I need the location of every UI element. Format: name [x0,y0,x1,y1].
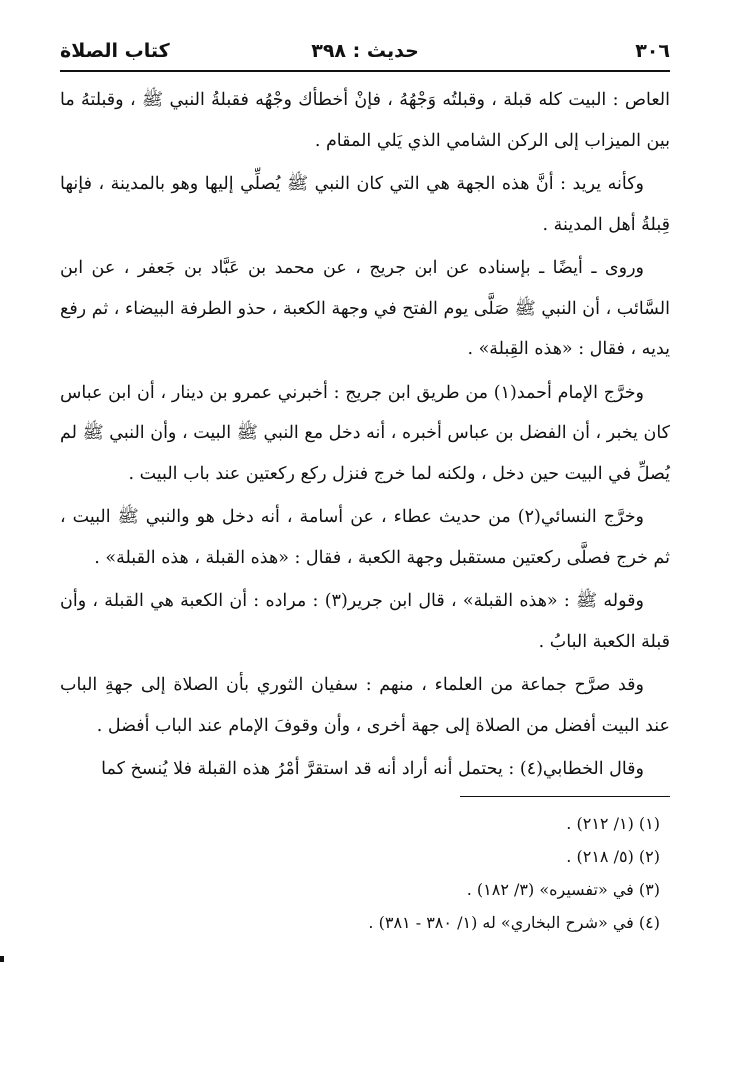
footnote: (١) (١/ ٢١٢) . [566,813,660,833]
main-text [60,80,670,790]
paragraph: العاص : البيت كله قبلة ، وقبلتُه وَجْهُهُ ، فإنْ أخطأك وجْهُه فقبلةُ النبي ﷺ ، وقبلتهُ ما بين الميزاب إلى الركن الشامي الذي يَلي المقام . [60,90,670,151]
book-page [60,36,670,1046]
scan-mark [0,956,4,962]
paragraph: وخرَّج النسائي(٢) من حديث عطاء ، عن أسامة ، أنه دخل هو والنبي ﷺ البيت ، ثم خرج فصلَّى ركعتين مستقبل وجهة الكعبة ، فقال : «هذه القبلة ، هذه القبلة» . [60,507,670,568]
page-header [60,36,670,72]
footnote-separator [460,796,670,797]
page-number: ٣٠٦ [635,40,670,62]
footnotes [60,807,670,939]
paragraph: وخرَّج الإمام أحمد(١) من طريق ابن جريج : أخبرني عمرو بن دينار ، أن ابن عباس كان يخبر ، أن الفضل بن عباس أخبره ، أنه دخل مع النبي ﷺ البيت ، وأن النبي ﷺ لم يُصلِّ في البيت حين دخل ، ولكنه لما خرج فنزل ركع ركعتين عند باب البيت . [60,382,670,484]
footnote: (٤) في «شرح البخاري» له (١/ ٣٨٠ - ٣٨١) . [368,912,660,932]
paragraph: وكأنه يريد : أنَّ هذه الجهة هي التي كان النبي ﷺ يُصلِّي إليها وهو بالمدينة ، فإنها قِبلةُ أهل المدينة . [60,174,670,235]
book-title: كتاب الصلاة [60,40,170,62]
paragraph: وقد صرَّح جماعة من العلماء ، منهم : سفيان الثوري بأن الصلاة إلى جهةِ الباب عند البيت أفضل من الصلاة إلى جهة أخرى ، وأن وقوفَ الإمام عند الباب أفضل . [60,675,670,736]
paragraph: وروى ـ أيضًا ـ بإسناده عن ابن جريج ، عن محمد بن عَبَّاد بن جَعفر ، عن ابن السَّائب ، أن النبي ﷺ صَلَّى يوم الفتح في وجهة الكعبة ، حذو الطرفة البيضاء ، ثم رفع يديه ، فقال : «هذه القِبلة» . [60,258,670,359]
footnote: (٢) (٥/ ٢١٨) . [566,846,660,866]
paragraph: وقال الخطابي(٤) : يحتمل أنه أراد أنه قد استقرَّ أمْرُ هذه القبلة فلا يُنسخ كما [101,759,644,779]
footnote: (٣) في «تفسيره» (٣/ ١٨٢) . [466,879,660,899]
hadith-number: حديث : ٣٩٨ [311,40,419,62]
paragraph: وقوله ﷺ : «هذه القبلة» ، قال ابن جرير(٣) : مراده : أن الكعبة هي القبلة ، وأن قبلة الكعبة البابُ . [60,591,670,652]
